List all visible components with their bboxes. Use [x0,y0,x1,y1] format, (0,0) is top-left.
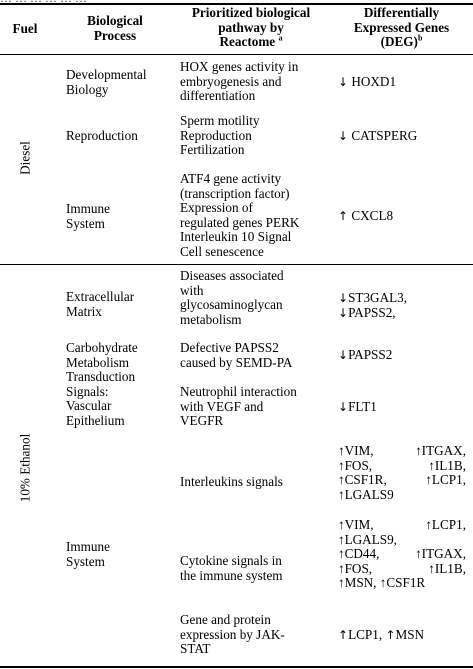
pathway-immune-diesel: ATF4 gene activity (transcription factor) Expression of regulated genes PERK Interleukin 10 Signal Cell senescence [180,171,300,259]
pathway-interleukins: Interleukins signals [180,474,283,489]
header-biological-process: Biological Process [87,13,143,43]
process-immune-system-ethanol: Immune System [66,539,110,569]
pathway-cytokine-signals: Cytokine signals in the immune system [180,553,283,583]
deg-cxcl8: ↑ CXCL8 [338,208,394,223]
fuel-label-ethanol: 10% Ethanol [17,433,33,503]
deg-catsperg: ↓ CATSPERG [338,128,418,143]
process-extracellular-matrix: Extracellular Matrix [66,289,135,319]
pathway-glycosaminoglycan: Diseases associated with glycosaminoglycan metabolism [180,268,284,327]
process-developmental-biology: Developmental Biology [66,67,147,97]
process-immune-system-diesel: Immune System [66,201,110,231]
header-deg: Differentially Expressed Genes (DEG)$^b$ [353,5,450,50]
pathway-neutrophil-vegf: Neutrophil interaction with VEGF and VEGFR [180,384,297,429]
deg-jak-stat: ↑LCP1, ↑MSN [338,627,425,642]
deg-extracellular: ↓ST3GAL3, ↓PAPSS2, [338,290,408,320]
pathway-papss2: Defective PAPSS2 caused by SEMD-PA [180,340,293,370]
deg-flt1: ↓FLT1 [338,399,377,414]
process-transduction-signals: Transduction Signals: Vascular Epithelium [66,369,136,428]
process-carbohydrate-metabolism: Carbohydrate Metabolism [66,340,138,370]
pathway-reproduction: Sperm motility Reproduction Fertilization [180,113,260,158]
deg-interleukins: ↑VIM, ↑ITGAX, ↑FOS, ↑IL1B, ↑CSF1R, ↑LCP1, ↑LGALS9 [338,443,466,502]
fuel-label-diesel: Diesel [17,141,33,175]
header-fuel: Fuel [12,21,38,36]
header-pathway: Prioritized biological pathway by Reactome $^a$ [191,5,311,50]
bottom-rule [0,666,473,668]
process-reproduction: Reproduction [66,128,138,143]
pathway-hox: HOX genes activity in embryogenesis and differentiation [180,59,299,104]
header-rule [0,54,473,55]
pathway-jak-stat: Gene and protein expression by JAK- STAT [180,612,285,657]
deg-papss2: ↓PAPSS2 [338,347,393,362]
deg-cytokine: ↑VIM, ↑LCP1, ↑LGALS9, ↑CD44, ↑ITGAX, ↑FOS, ↑IL1B, ↑MSN, ↑CSF1R [338,517,466,591]
deg-hoxd1: ↓ HOXD1 [338,74,397,89]
group-divider-rule [0,264,473,265]
